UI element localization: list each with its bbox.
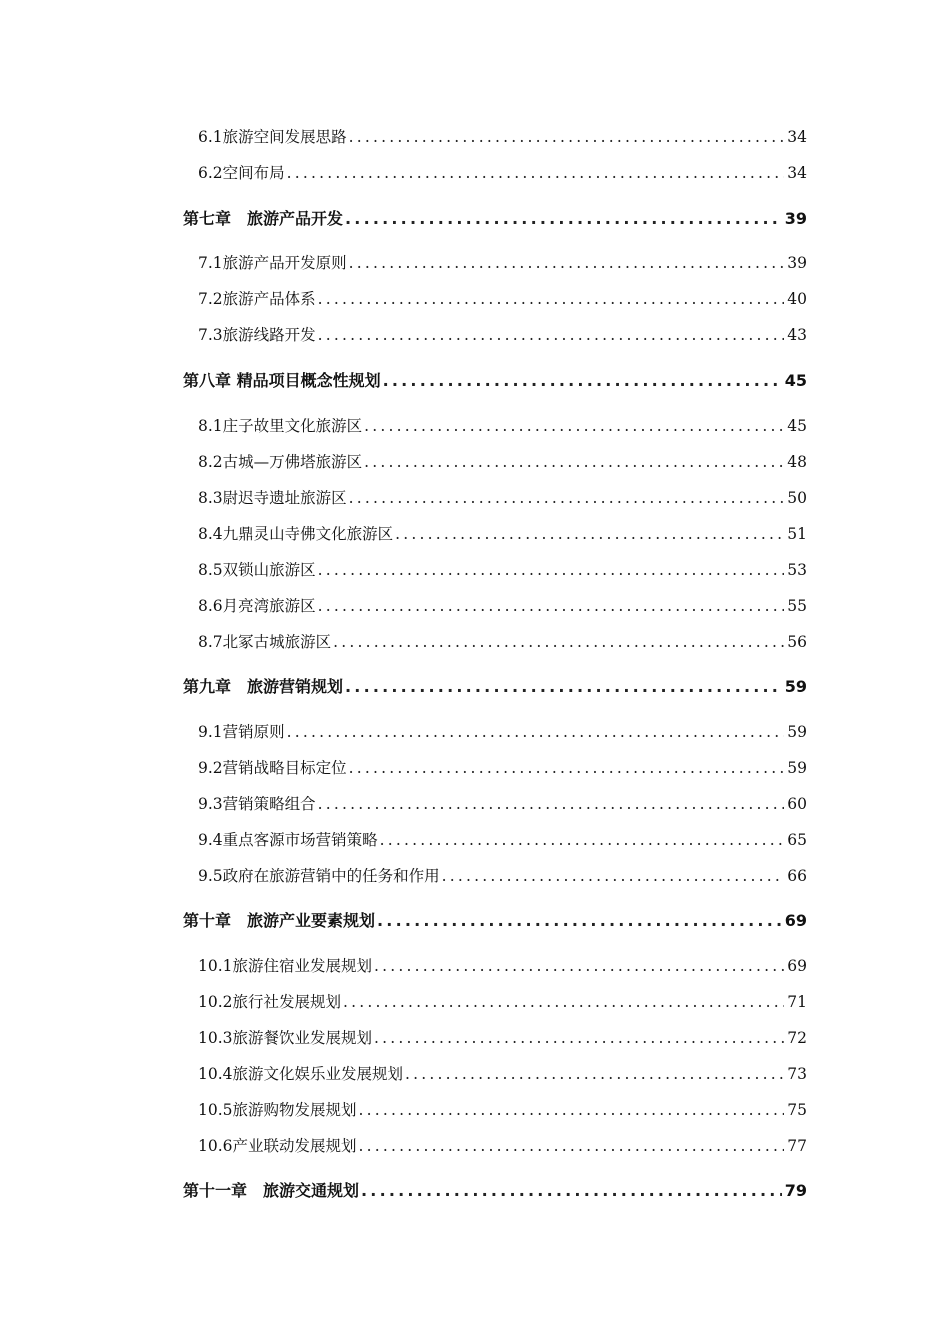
toc-page-number: 45 — [787, 417, 807, 435]
toc-section-entry[interactable] — [198, 1067, 807, 1083]
toc-page-number: 79 — [784, 1181, 807, 1200]
toc-section-entry[interactable] — [198, 166, 807, 182]
toc-section-entry[interactable] — [198, 328, 807, 344]
toc-entry-title: 第八章 精品项目概念性规划 — [183, 371, 381, 390]
toc-dot-leader — [374, 1031, 784, 1047]
toc-page-number: 75 — [787, 1101, 807, 1119]
toc-section-entry[interactable] — [198, 635, 807, 651]
toc-section-entry[interactable] — [198, 725, 807, 741]
toc-dot-leader — [349, 761, 785, 777]
toc-entry-title: 第九章 旅游营销规划 — [183, 677, 344, 696]
toc-chapter-entry[interactable] — [183, 913, 807, 929]
toc-entry-title: 8.7北冢古城旅游区 — [198, 633, 332, 651]
toc-page-number: 71 — [787, 993, 807, 1011]
toc-section-entry[interactable] — [198, 959, 807, 975]
toc-page-number: 45 — [784, 371, 807, 390]
toc-dot-leader — [364, 419, 784, 435]
toc-dot-leader — [343, 995, 784, 1011]
toc-entry-title: 10.2旅行社发展规划 — [198, 993, 342, 1011]
toc-section-entry[interactable] — [198, 995, 807, 1011]
toc-dot-leader — [318, 797, 785, 813]
toc-dot-leader — [349, 130, 785, 146]
toc-dot-leader — [380, 833, 785, 849]
toc-page-number: 60 — [787, 795, 807, 813]
toc-entry-title: 7.3旅游线路开发 — [198, 326, 316, 344]
toc-page-number: 34 — [787, 128, 807, 146]
toc-entry-title: 8.5双锁山旅游区 — [198, 561, 316, 579]
toc-entry-title: 9.2营销战略目标定位 — [198, 759, 347, 777]
toc-section-entry[interactable] — [198, 761, 807, 777]
toc-section-entry[interactable] — [198, 1103, 807, 1119]
toc-dot-leader — [349, 491, 785, 507]
toc-entry-title: 9.3营销策略组合 — [198, 795, 316, 813]
toc-chapter-entry[interactable] — [183, 1183, 807, 1199]
toc-dot-leader — [364, 455, 784, 471]
toc-page-number: 73 — [787, 1065, 807, 1083]
toc-page-number: 48 — [787, 453, 807, 471]
toc-page-number: 55 — [787, 597, 807, 615]
toc-page-number: 59 — [787, 723, 807, 741]
toc-page-number: 50 — [787, 489, 807, 507]
toc-dot-leader — [395, 527, 784, 543]
toc-dot-leader — [405, 1067, 784, 1083]
toc-page-number: 39 — [787, 254, 807, 272]
toc-dot-leader — [287, 166, 785, 182]
toc-chapter-entry[interactable] — [183, 679, 807, 695]
toc-dot-leader — [287, 725, 785, 741]
toc-entry-title: 8.1庄子故里文化旅游区 — [198, 417, 363, 435]
toc-dot-leader — [361, 1183, 782, 1199]
toc-page-number: 77 — [787, 1137, 807, 1155]
toc-entry-title: 9.1营销原则 — [198, 723, 285, 741]
toc-entry-title: 8.4九鼎灵山寺佛文化旅游区 — [198, 525, 394, 543]
toc-dot-leader — [359, 1139, 785, 1155]
toc-chapter-entry[interactable] — [183, 211, 807, 227]
toc-page-number: 43 — [787, 326, 807, 344]
toc-dot-leader — [349, 256, 785, 272]
toc-section-entry[interactable] — [198, 797, 807, 813]
toc-page-number: 66 — [787, 867, 807, 885]
toc-dot-leader — [374, 959, 784, 975]
toc-page-number: 40 — [787, 290, 807, 308]
toc-entry-title: 8.6月亮湾旅游区 — [198, 597, 316, 615]
toc-page-number: 51 — [787, 525, 807, 543]
toc-entry-title: 9.5政府在旅游营销中的任务和作用 — [198, 867, 440, 885]
toc-section-entry[interactable] — [198, 563, 807, 579]
toc-page-number: 65 — [787, 831, 807, 849]
toc-section-entry[interactable] — [198, 527, 807, 543]
toc-chapter-entry[interactable] — [183, 373, 807, 389]
toc-dot-leader — [345, 679, 782, 695]
toc-entry-title: 6.1旅游空间发展思路 — [198, 128, 347, 146]
toc-dot-leader — [345, 211, 782, 227]
toc-dot-leader — [318, 292, 785, 308]
toc-section-entry[interactable] — [198, 292, 807, 308]
toc-page-number: 59 — [784, 677, 807, 696]
toc-entry-title: 7.2旅游产品体系 — [198, 290, 316, 308]
toc-dot-leader — [318, 328, 785, 344]
toc-section-entry[interactable] — [198, 491, 807, 507]
toc-page-number: 34 — [787, 164, 807, 182]
toc-entry-title: 10.6产业联动发展规划 — [198, 1137, 357, 1155]
toc-page-number: 53 — [787, 561, 807, 579]
toc-section-entry[interactable] — [198, 130, 807, 146]
toc-entry-title: 第十章 旅游产业要素规划 — [183, 911, 376, 930]
toc-section-entry[interactable] — [198, 869, 807, 885]
toc-section-entry[interactable] — [198, 833, 807, 849]
toc-entry-title: 8.2古城—万佛塔旅游区 — [198, 453, 363, 471]
toc-entry-title: 10.5旅游购物发展规划 — [198, 1101, 357, 1119]
toc-page-number: 59 — [787, 759, 807, 777]
toc-dot-leader — [383, 373, 782, 389]
toc-dot-leader — [359, 1103, 785, 1119]
toc-page-number: 56 — [787, 633, 807, 651]
toc-section-entry[interactable] — [198, 256, 807, 272]
toc-dot-leader — [318, 599, 785, 615]
toc-entry-title: 7.1旅游产品开发原则 — [198, 254, 347, 272]
toc-entry-title: 10.3旅游餐饮业发展规划 — [198, 1029, 373, 1047]
toc-entry-title: 第十一章 旅游交通规划 — [183, 1181, 360, 1200]
toc-entry-title: 8.3尉迟寺遗址旅游区 — [198, 489, 347, 507]
toc-section-entry[interactable] — [198, 419, 807, 435]
toc-page-number: 69 — [787, 957, 807, 975]
toc-entry-title: 9.4重点客源市场营销策略 — [198, 831, 378, 849]
toc-dot-leader — [318, 563, 785, 579]
toc-dot-leader — [442, 869, 785, 885]
toc-entry-title: 6.2空间布局 — [198, 164, 285, 182]
toc-entry-title: 第七章 旅游产品开发 — [183, 209, 344, 228]
toc-page-number: 39 — [784, 209, 807, 228]
toc-section-entry[interactable] — [198, 455, 807, 471]
toc-entry-title: 10.4旅游文化娱乐业发展规划 — [198, 1065, 404, 1083]
toc-entry-title: 10.1旅游住宿业发展规划 — [198, 957, 373, 975]
toc-section-entry[interactable] — [198, 1031, 807, 1047]
toc-dot-leader — [377, 913, 782, 929]
toc-section-entry[interactable] — [198, 599, 807, 615]
toc-page-number: 72 — [787, 1029, 807, 1047]
toc-page-number: 69 — [784, 911, 807, 930]
toc-dot-leader — [333, 635, 784, 651]
toc-section-entry[interactable] — [198, 1139, 807, 1155]
